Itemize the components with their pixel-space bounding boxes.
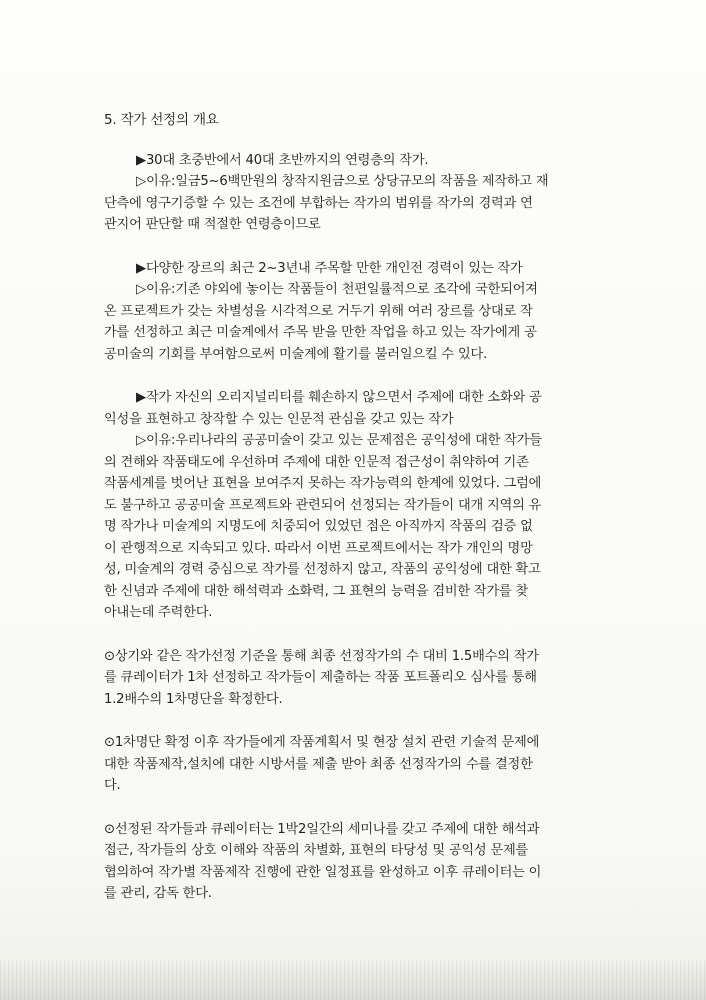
reason-line: 작품세계를 벗어난 표현을 보여주지 못하는 작가능력의 한계에 있었다. 그럼에 — [104, 476, 542, 491]
reason-line: 가를 선정하고 최근 미술계에서 주목 받을 만한 작업을 하고 있는 작가에게 공 — [104, 325, 537, 340]
process-line: 대한 작품제작,설치에 대한 시방서를 제출 받아 최종 선정작가의 수를 결정한 — [104, 756, 533, 772]
criterion-originality — [104, 387, 604, 624]
reason-line: 공미술의 기회를 부여함으로써 미술계에 활기를 불러일으킬 수 있다. — [104, 346, 488, 362]
process-line: ⊙상기와 같은 작가선정 기준을 통해 최종 선정작가의 수 대비 1.5배수의 작가 — [104, 648, 539, 664]
section-heading: 5. 작가 선정의 개요 — [104, 112, 219, 128]
criterion-genre — [104, 258, 604, 366]
scan-artifact — [0, 960, 706, 1000]
reason-line: 이 관행적으로 지속되고 있다. 따라서 이번 프로젝트에서는 작가 개인의 명망 — [104, 540, 533, 556]
reason-line: 명 작가나 미술계의 지명도에 치중되어 있었던 점은 아직까지 작품의 검증 없 — [104, 519, 533, 534]
process-step-2 — [104, 732, 604, 797]
reason-line: 관지어 판단할 때 적절한 연령층이므로 — [104, 217, 321, 232]
process-line: 협의하여 작가별 작품제작 진행에 관한 일정표를 완성하고 이후 큐레이터는 이 — [104, 864, 542, 880]
reason-line: 한 신념과 주제에 대한 해석력과 소화력, 그 표현의 능력을 겸비한 작가를 찾 — [104, 583, 529, 599]
reason-line: ▷이유:일금5~6백만원의 창작지원금으로 상당규모의 작품을 제작하고 재 — [136, 174, 549, 189]
criterion-title: ▶30대 초중반에서 40대 초반까지의 연령층의 작가. — [136, 152, 429, 168]
reason-line: 성, 미술계의 경력 중심으로 작가를 선정하지 않고, 작품의 공익성에 대한 확고 — [104, 562, 541, 577]
reason-line: ▷이유:우리나라의 공공미술이 갖고 있는 문제점은 공익성에 대한 작가들 — [136, 433, 542, 448]
process-step-1 — [104, 646, 604, 711]
reason-line: 의 견해와 작품태도에 우선하며 주제에 대한 인문적 접근성이 취약하여 기존 — [104, 454, 529, 470]
process-line: ⊙선정된 작가들과 큐레이터는 1박2일간의 세미나를 갖고 주제에 대한 해석과 — [104, 821, 540, 837]
reason-line: ▷이유:기존 야외에 놓이는 작품들이 천편일률적으로 조각에 국한되어져 — [136, 282, 538, 297]
document-body — [104, 110, 604, 927]
reason-line: 아내는데 주력한다. — [104, 605, 213, 620]
process-line: 를 큐레이터가 1차 선정하고 작가들이 제출하는 작품 포트폴리오 심사를 통해 — [104, 670, 537, 685]
criterion-age — [104, 150, 604, 236]
process-line: 다. — [104, 778, 121, 793]
process-step-3 — [104, 819, 604, 905]
process-line: 1.2배수의 1차명단을 확정한다. — [104, 691, 283, 707]
process-line: 를 관리, 감독 한다. — [104, 886, 212, 901]
reason-line: 단측에 영구기증할 수 있는 조건에 부합하는 작가의 범위를 작가의 경력과 연 — [104, 195, 533, 211]
criterion-title: ▶다양한 장르의 최근 2~3년내 주목할 만한 개인전 경력이 있는 작가 — [136, 260, 523, 276]
process-line: ⊙1차명단 확정 이후 작가들에게 작품계획서 및 현장 설치 관련 기술적 문제에 — [104, 735, 540, 750]
reason-line: 온 프로젝트가 갖는 차별성을 시각적으로 거두기 위해 여러 장르를 상대로 작 — [104, 303, 533, 319]
criterion-title-cont: 익성을 표현하고 창작할 수 있는 인문적 관심을 갖고 있는 작가 — [104, 411, 454, 427]
criterion-title: ▶작가 자신의 오리지널리티를 훼손하지 않으면서 주제에 대한 소화와 공 — [136, 390, 542, 405]
process-line: 접근, 작가들의 상호 이해와 작품의 차별화, 표현의 타당성 및 공익성 문제를 — [104, 843, 529, 858]
reason-line: 도 불구하고 공공미술 프로젝트와 관련되어 선정되는 작가들이 대개 지역의 유 — [104, 497, 542, 513]
